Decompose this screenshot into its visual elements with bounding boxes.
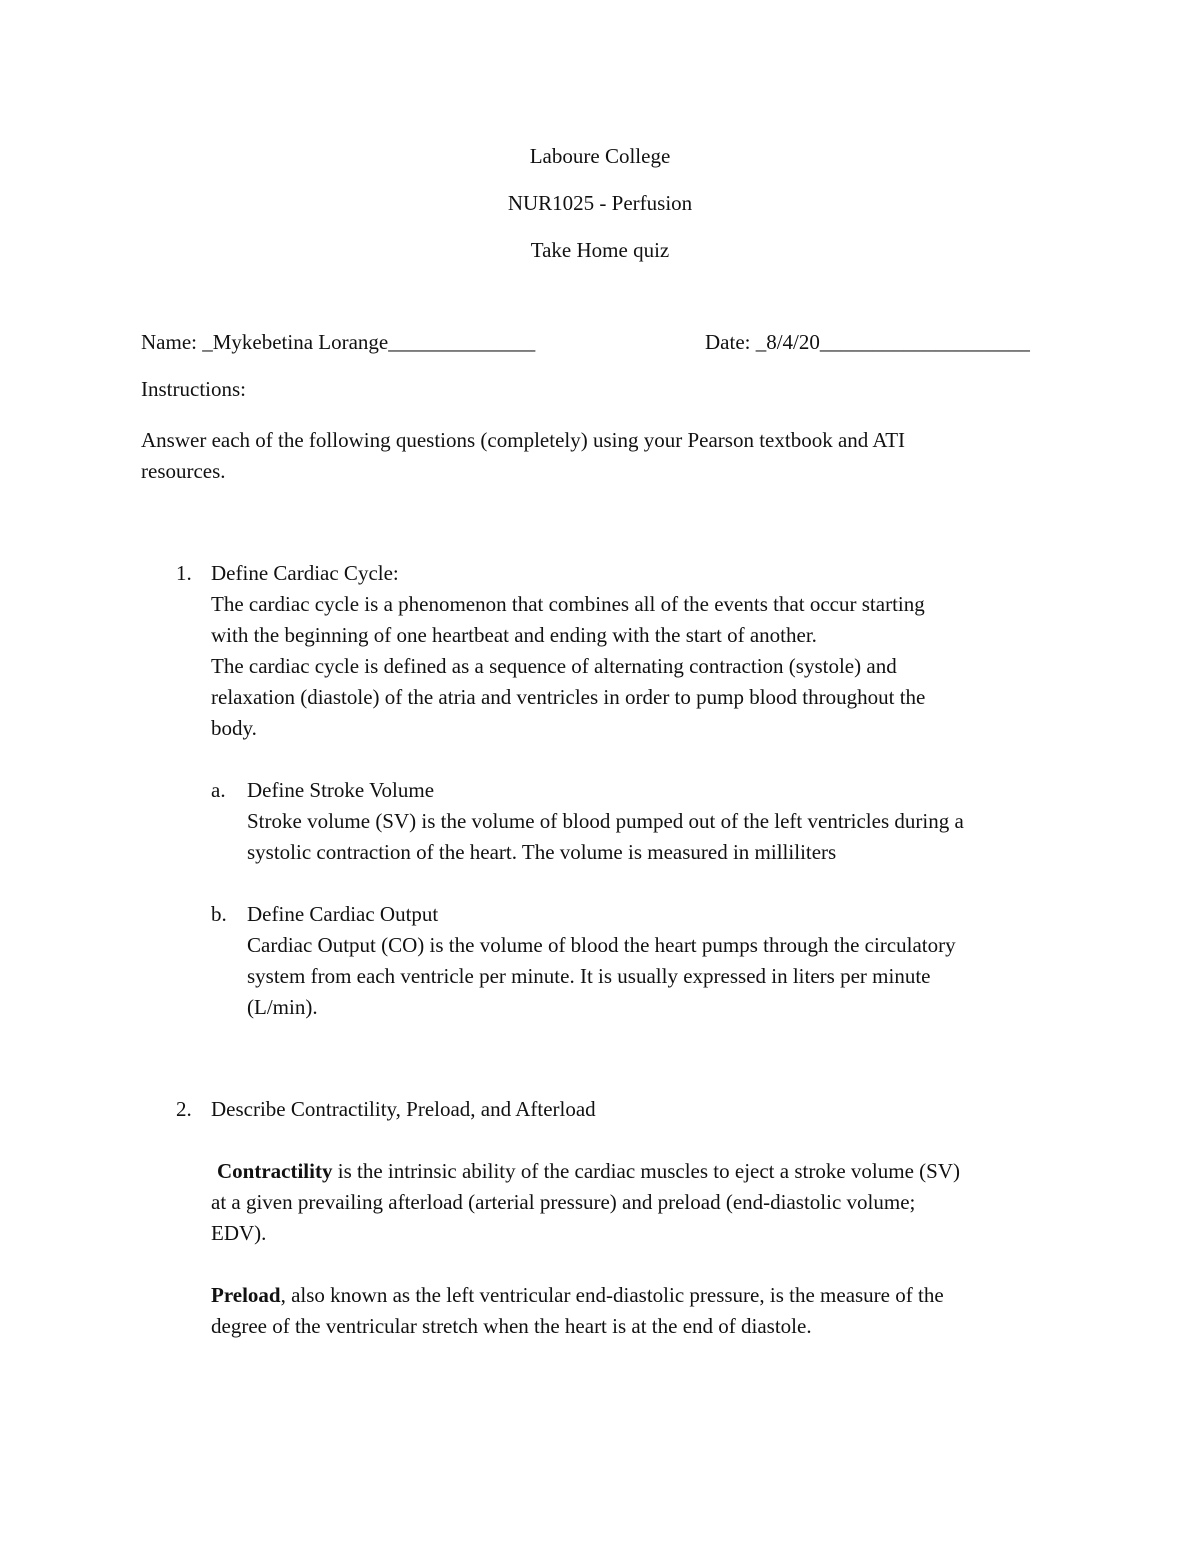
contractility-term: Contractility	[217, 1159, 333, 1183]
preload-text: , also known as the left ventricular end-diastolic pressure, is the measure of the	[280, 1283, 944, 1307]
assignment-title: Take Home quiz	[530, 238, 670, 262]
question-1a-letter: a.	[211, 778, 226, 802]
preload-term: Preload	[211, 1283, 281, 1307]
instructions-line-1: Answer each of the following questions (completely) using your Pearson textbook and ATI	[141, 428, 906, 452]
contractility-text: is the intrinsic ability of the cardiac muscles to eject a stroke volume (SV)	[332, 1159, 960, 1183]
question-1a-title: Define Stroke Volume	[247, 778, 435, 802]
instructions-line-2: resources.	[141, 459, 226, 483]
question-1-answer-line: The cardiac cycle is a phenomenon that combines all of the events that occur starting	[211, 592, 925, 616]
question-1a-answer-line: systolic contraction of the heart. The volume is measured in milliliters	[247, 840, 837, 864]
question-1b-answer-line: (L/min).	[247, 995, 318, 1019]
preload-line-2: degree of the ventricular stretch when the heart is at the end of diastole.	[211, 1314, 812, 1338]
question-1b-title: Define Cardiac Output	[247, 902, 439, 926]
question-1b-answer-line: system from each ventricle per minute. It is usually expressed in liters per minute	[247, 964, 931, 988]
preload-line-1	[211, 1280, 944, 1311]
contractility-line-2: at a given prevailing afterload (arterial pressure) and preload (end-diastolic volume;	[211, 1190, 916, 1214]
question-2-title: Describe Contractility, Preload, and Afterload	[211, 1097, 596, 1121]
question-1-answer-line: body.	[211, 716, 257, 740]
question-1-number: 1.	[176, 561, 192, 585]
date-line: Date: _8/4/20____________________	[705, 330, 1030, 354]
question-1-answer-line: with the beginning of one heartbeat and ending with the start of another.	[211, 623, 817, 647]
course-title: NUR1025 - Perfusion	[507, 191, 693, 215]
question-1b-letter: b.	[211, 902, 227, 926]
question-1a-answer-line: Stroke volume (SV) is the volume of blood pumped out of the left ventricles during a	[247, 809, 964, 833]
question-1b-answer-line: Cardiac Output (CO) is the volume of blood the heart pumps through the circulatory	[247, 933, 956, 957]
question-1-title: Define Cardiac Cycle:	[211, 561, 399, 585]
question-1-answer-line: The cardiac cycle is defined as a sequence of alternating contraction (systole) and	[211, 654, 897, 678]
student-name-line: Name: _Mykebetina Lorange______________	[141, 330, 536, 354]
contractility-line-3: EDV).	[211, 1221, 267, 1245]
college-name: Laboure College	[529, 144, 671, 168]
contractility-line-1	[217, 1156, 960, 1187]
question-2-number: 2.	[176, 1097, 192, 1121]
instructions-heading: Instructions:	[141, 377, 246, 401]
question-1-answer-line: relaxation (diastole) of the atria and ventricles in order to pump blood throughout the	[211, 685, 926, 709]
